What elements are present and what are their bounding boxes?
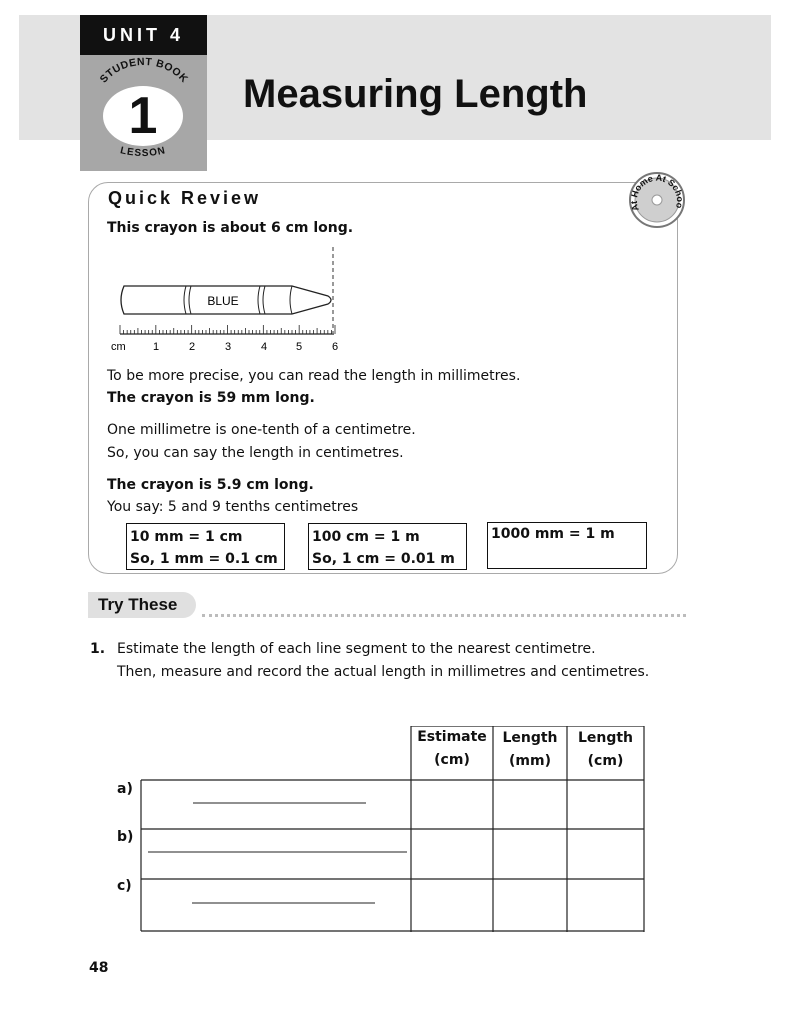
fact-line: 100 cm = 1 m: [312, 529, 420, 545]
header-length-cm: Length (cm): [577, 730, 634, 769]
ruler-tick-label: 2: [188, 341, 196, 353]
try-these-label: Try These: [88, 592, 196, 618]
ruler-tick-label: 3: [224, 341, 232, 353]
crayon-label: BLUE: [207, 294, 239, 308]
tenth-text-2: So, you can say the length in centimetres.: [107, 445, 404, 461]
fact-line: So, 1 cm = 0.01 m: [312, 551, 455, 567]
crayon-intro: This crayon is about 6 cm long.: [107, 220, 354, 236]
say-text: You say: 5 and 9 tenths centimetres: [107, 499, 359, 515]
precise-text: To be more precise, you can read the length in millimetres.: [107, 368, 521, 384]
quick-review-title: Quick Review: [108, 188, 262, 208]
row-label-b: b): [117, 829, 134, 845]
mm-statement: The crayon is 59 mm long.: [107, 390, 315, 406]
question-number: 1.: [90, 641, 106, 657]
dotted-divider: [202, 614, 686, 617]
header-length-mm: Length (mm): [502, 730, 558, 769]
cm-statement: The crayon is 5.9 cm long.: [107, 477, 314, 493]
fact-line: 10 mm = 1 cm: [130, 529, 243, 545]
ruler-tick-label: 4: [260, 341, 268, 353]
ruler: [120, 325, 335, 334]
at-home-at-school-badge: [628, 171, 686, 229]
fact-line: So, 1 mm = 0.1 cm: [130, 551, 278, 567]
page-title: Measuring Length: [243, 72, 588, 116]
fact-box-mm-cm: [126, 523, 285, 570]
ruler-tick-label: 5: [295, 341, 303, 353]
lesson-label: LESSON: [119, 145, 167, 160]
question-line-1: Estimate the length of each line segment to the nearest centimetre.: [117, 641, 596, 657]
crayon-ruler-figure: [108, 245, 348, 355]
svg-text:LESSON: [119, 145, 167, 159]
svg-text:STUDENT BOOK: [98, 56, 191, 85]
badge-text: At Home At Schoo: [628, 172, 686, 213]
crayon-icon: [121, 286, 331, 314]
unit-tab: UNIT 4: [80, 15, 207, 55]
lesson-number: 1: [103, 86, 183, 146]
row-label-a: a): [117, 781, 133, 797]
tenth-text-1: One millimetre is one-tenth of a centimetre.: [107, 422, 416, 438]
header-estimate: Estimate (cm): [417, 729, 487, 768]
fact-box-mm-m: [487, 522, 647, 569]
ruler-unit-label: cm: [111, 341, 126, 353]
row-label-c: c): [117, 878, 132, 894]
ruler-tick-label: 6: [331, 341, 339, 353]
student-book-label: STUDENT BOOK: [97, 55, 191, 86]
ruler-tick-label: 1: [152, 341, 160, 353]
page-number: 48: [89, 960, 109, 976]
question-line-2: Then, measure and record the actual length in millimetres and centimetres.: [117, 664, 650, 680]
fact-box-cm-m: [308, 523, 467, 570]
fact-line: 1000 mm = 1 m: [491, 526, 615, 542]
